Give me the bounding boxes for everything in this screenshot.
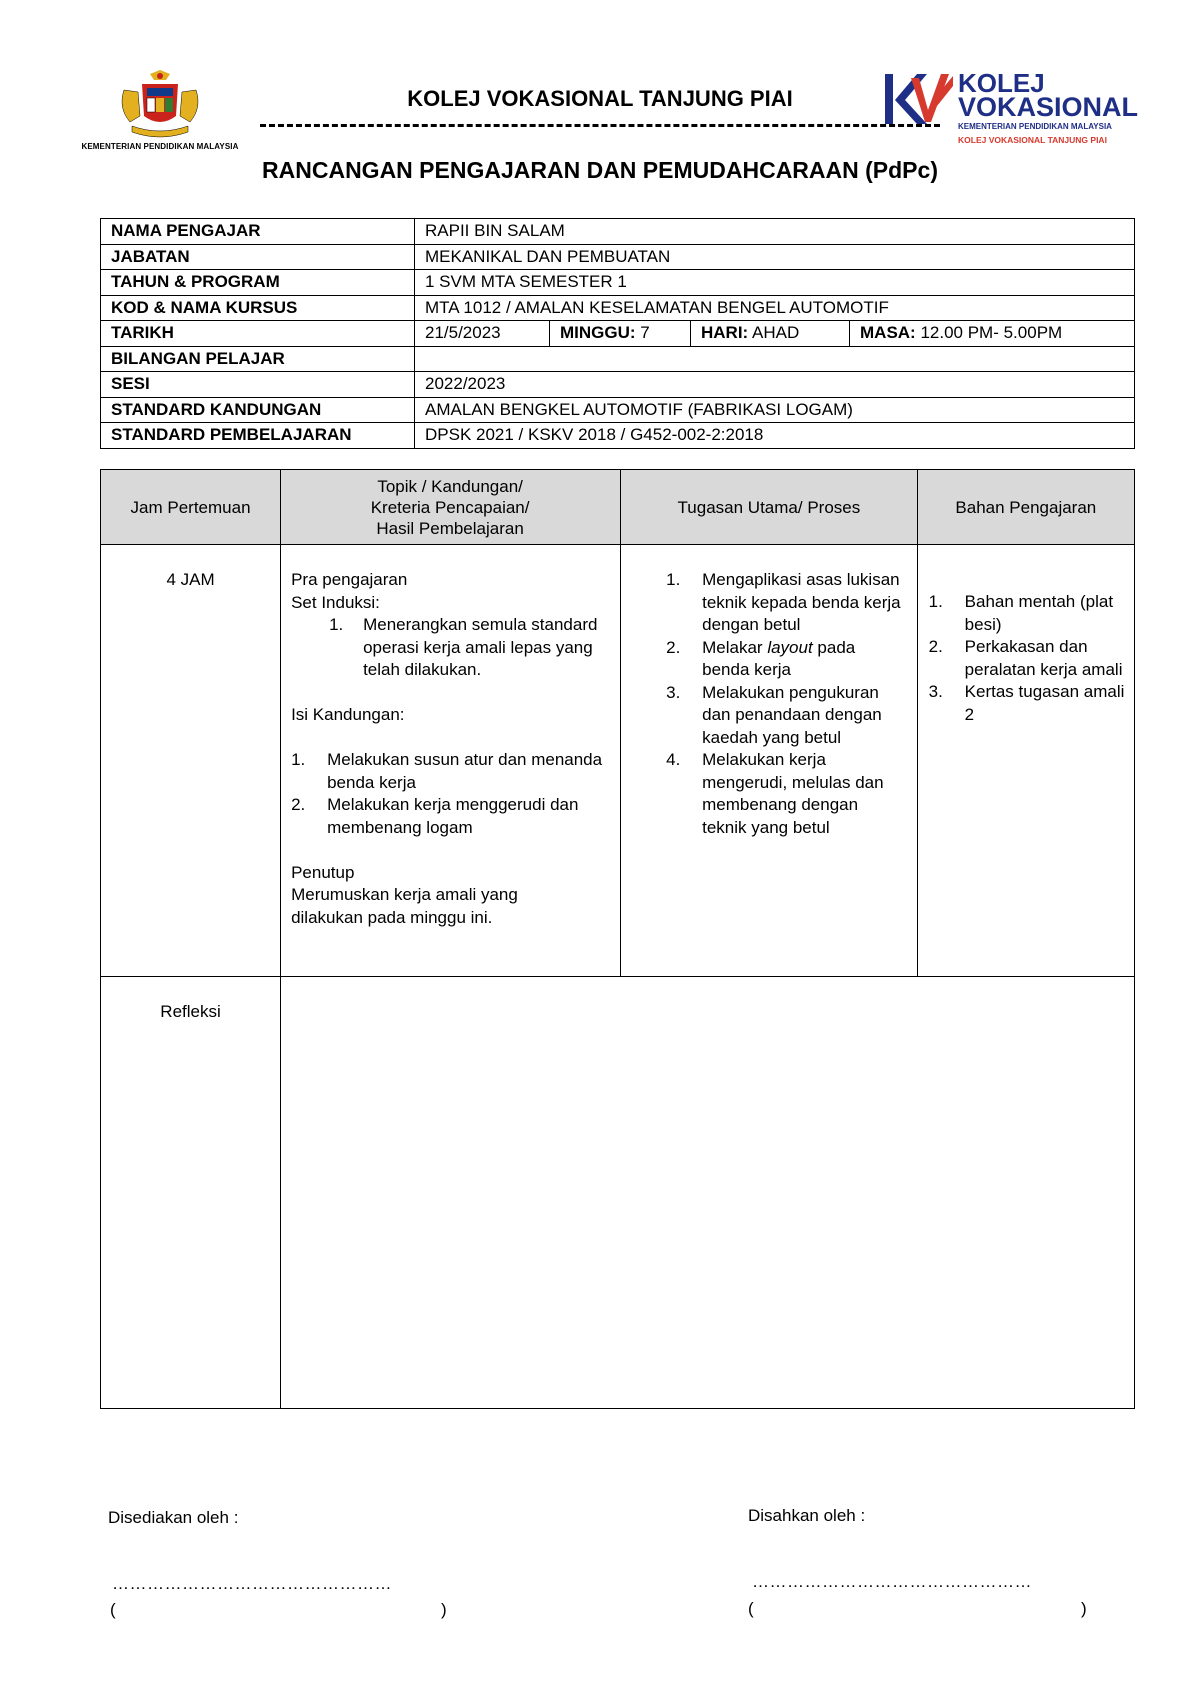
isi-kandungan-list <box>291 749 619 839</box>
list-item: 3. Kertas tugasan amali 2 <box>928 682 1125 724</box>
list-item: 1. Melakukan susun atur dan menanda benda kerja <box>291 750 603 792</box>
masa-label: MASA: <box>860 323 916 343</box>
standard-kandungan-label: STANDARD KANDUNGAN <box>101 397 415 423</box>
set-induksi-label: Set Induksi: <box>291 592 380 612</box>
tarikh-label: TARIKH <box>101 321 415 347</box>
masa-cell <box>850 321 1135 347</box>
tarikh-value: 21/5/2023 <box>415 321 550 347</box>
nama-label: NAMA PENGAJAR <box>101 219 415 245</box>
logo-branch: KOLEJ VOKASIONAL TANJUNG PIAI <box>958 135 1107 145</box>
list-item: 3. Melakukan pengukuran dan penandaan dengan kaedah yang betul <box>666 682 882 747</box>
pra-pengajaran: Pra pengajaran <box>291 570 408 589</box>
header-topik-line3: Hasil Pembelajaran <box>376 518 524 538</box>
header-topik-line1: Topik / Kandungan/ <box>377 476 523 496</box>
kv-emblem-icon <box>883 70 955 130</box>
refleksi-label: Refleksi <box>101 977 281 1409</box>
penutup-text: Merumuskan kerja amali yang dilakukan pada minggu ini. <box>291 885 518 927</box>
crest-caption: KEMENTERIAN PENDIDIKAN MALAYSIA <box>81 142 239 151</box>
tahun-label: TAHUN & PROGRAM <box>101 270 415 296</box>
hari-label: HARI: <box>701 323 749 343</box>
prepared-signature-line: ………………………………………… <box>112 1574 392 1593</box>
list-item: 2. Melakar layout pada benda kerja <box>666 637 856 679</box>
jabatan-value: MEKANIKAL DAN PEMBUATAN <box>415 244 1135 270</box>
list-item: 2. Melakukan kerja menggerudi dan membenang logam <box>291 795 579 837</box>
bahan-cell <box>917 545 1134 977</box>
standard-pembelajaran-label: STANDARD PEMBELAJARAN <box>101 423 415 449</box>
row-standard-kandungan <box>101 397 1135 423</box>
school-name: KOLEJ VOKASIONAL TANJUNG PIAI <box>407 86 793 111</box>
refleksi-row <box>101 977 1135 1409</box>
lesson-plan-table <box>100 469 1135 1409</box>
masa-value: 12.00 PM- 5.00PM <box>920 323 1063 343</box>
hari-cell <box>691 321 850 347</box>
tugasan-cell <box>621 545 918 977</box>
header-bahan: Bahan Pengajaran <box>917 470 1134 545</box>
row-standard-pembelajaran <box>101 423 1135 449</box>
approved-signature-line: ………………………………………… <box>752 1572 1032 1591</box>
logo-word-vokasional: VOKASIONAL <box>958 92 1139 122</box>
header-topik <box>281 470 621 545</box>
sesi-label: SESI <box>101 372 415 398</box>
jam-value: 4 JAM <box>101 545 281 977</box>
isi-kandungan-label: Isi Kandungan: <box>291 705 405 724</box>
jabatan-label: JABATAN <box>101 244 415 270</box>
standard-kandungan-value: AMALAN BENGKEL AUTOMOTIF (FABRIKASI LOGAM) <box>415 397 1135 423</box>
topik-cell <box>281 545 621 977</box>
tahun-value: 1 SVM MTA SEMESTER 1 <box>415 270 1135 296</box>
row-nama <box>101 219 1135 245</box>
row-jabatan <box>101 244 1135 270</box>
malaysia-crest <box>70 70 250 160</box>
approved-by-label: Disahkan oleh : <box>748 1506 866 1525</box>
kod-value: MTA 1012 / AMALAN KESELAMATAN BENGEL AUTOMOTIF <box>415 295 1135 321</box>
bilangan-label: BILANGAN PELAJAR <box>101 346 415 372</box>
header-tugasan: Tugasan Utama/ Proses <box>621 470 918 545</box>
coat-of-arms-icon <box>114 70 206 140</box>
penutup-label: Penutup <box>291 862 355 882</box>
set-induksi-list <box>291 614 619 682</box>
row-tahun <box>101 270 1135 296</box>
row-bilangan <box>101 346 1135 372</box>
prepared-close-paren: ) <box>441 1600 447 1619</box>
list-item: 1. Bahan mentah (plat besi) <box>928 592 1114 634</box>
row-sesi <box>101 372 1135 398</box>
prepared-open-paren: ( <box>110 1600 116 1619</box>
sesi-value: 2022/2023 <box>415 372 1135 398</box>
minggu-cell <box>550 321 691 347</box>
list-item: 1. Menerangkan semula standard operasi kerja amali lepas yang telah dilakukan. <box>329 615 598 679</box>
row-tarikh <box>101 321 1135 347</box>
logo-word-kolej: KOLEJ <box>958 68 1045 98</box>
minggu-label: MINGGU: <box>560 323 636 343</box>
list-item: 4. Melakukan kerja mengerudi, melulas dan membenang dengan teknik yang betul <box>666 750 884 837</box>
header-dashed-divider <box>260 124 940 127</box>
minggu-value: 7 <box>640 323 650 343</box>
info-table <box>100 218 1135 449</box>
row-kod <box>101 295 1135 321</box>
header-topik-line2: Kreteria Pencapaian/ <box>370 497 530 517</box>
tugasan-list <box>622 569 916 839</box>
kod-label: KOD & NAMA KURSUS <box>101 295 415 321</box>
hari-value: AHAD <box>752 323 800 343</box>
bilangan-value <box>415 346 1135 372</box>
nama-value: RAPII BIN SALAM <box>415 219 1135 245</box>
document-title: RANCANGAN PENGAJARAN DAN PEMUDAHCARAAN (PdPc) <box>262 157 938 183</box>
approved-open-paren: ( <box>748 1599 754 1618</box>
approved-close-paren: ) <box>1081 1599 1087 1618</box>
header-jam: Jam Pertemuan <box>101 470 281 545</box>
kolej-vokasional-logo <box>883 68 1139 150</box>
list-item: 1. Mengaplikasi asas lukisan teknik kepada benda kerja dengan betul <box>666 570 901 634</box>
standard-pembelajaran-value: DPSK 2021 / KSKV 2018 / G452-002-2:2018 <box>415 423 1135 449</box>
logo-ministry: KEMENTERIAN PENDIDIKAN MALAYSIA <box>958 122 1112 131</box>
lesson-content-row <box>101 545 1135 977</box>
bahan-list <box>919 591 1133 726</box>
refleksi-content <box>281 977 1135 1409</box>
list-item: 2. Perkakasan dan peralatan kerja amali <box>928 637 1123 679</box>
prepared-by-label: Disediakan oleh : <box>108 1508 239 1527</box>
lesson-header-row <box>101 470 1135 545</box>
